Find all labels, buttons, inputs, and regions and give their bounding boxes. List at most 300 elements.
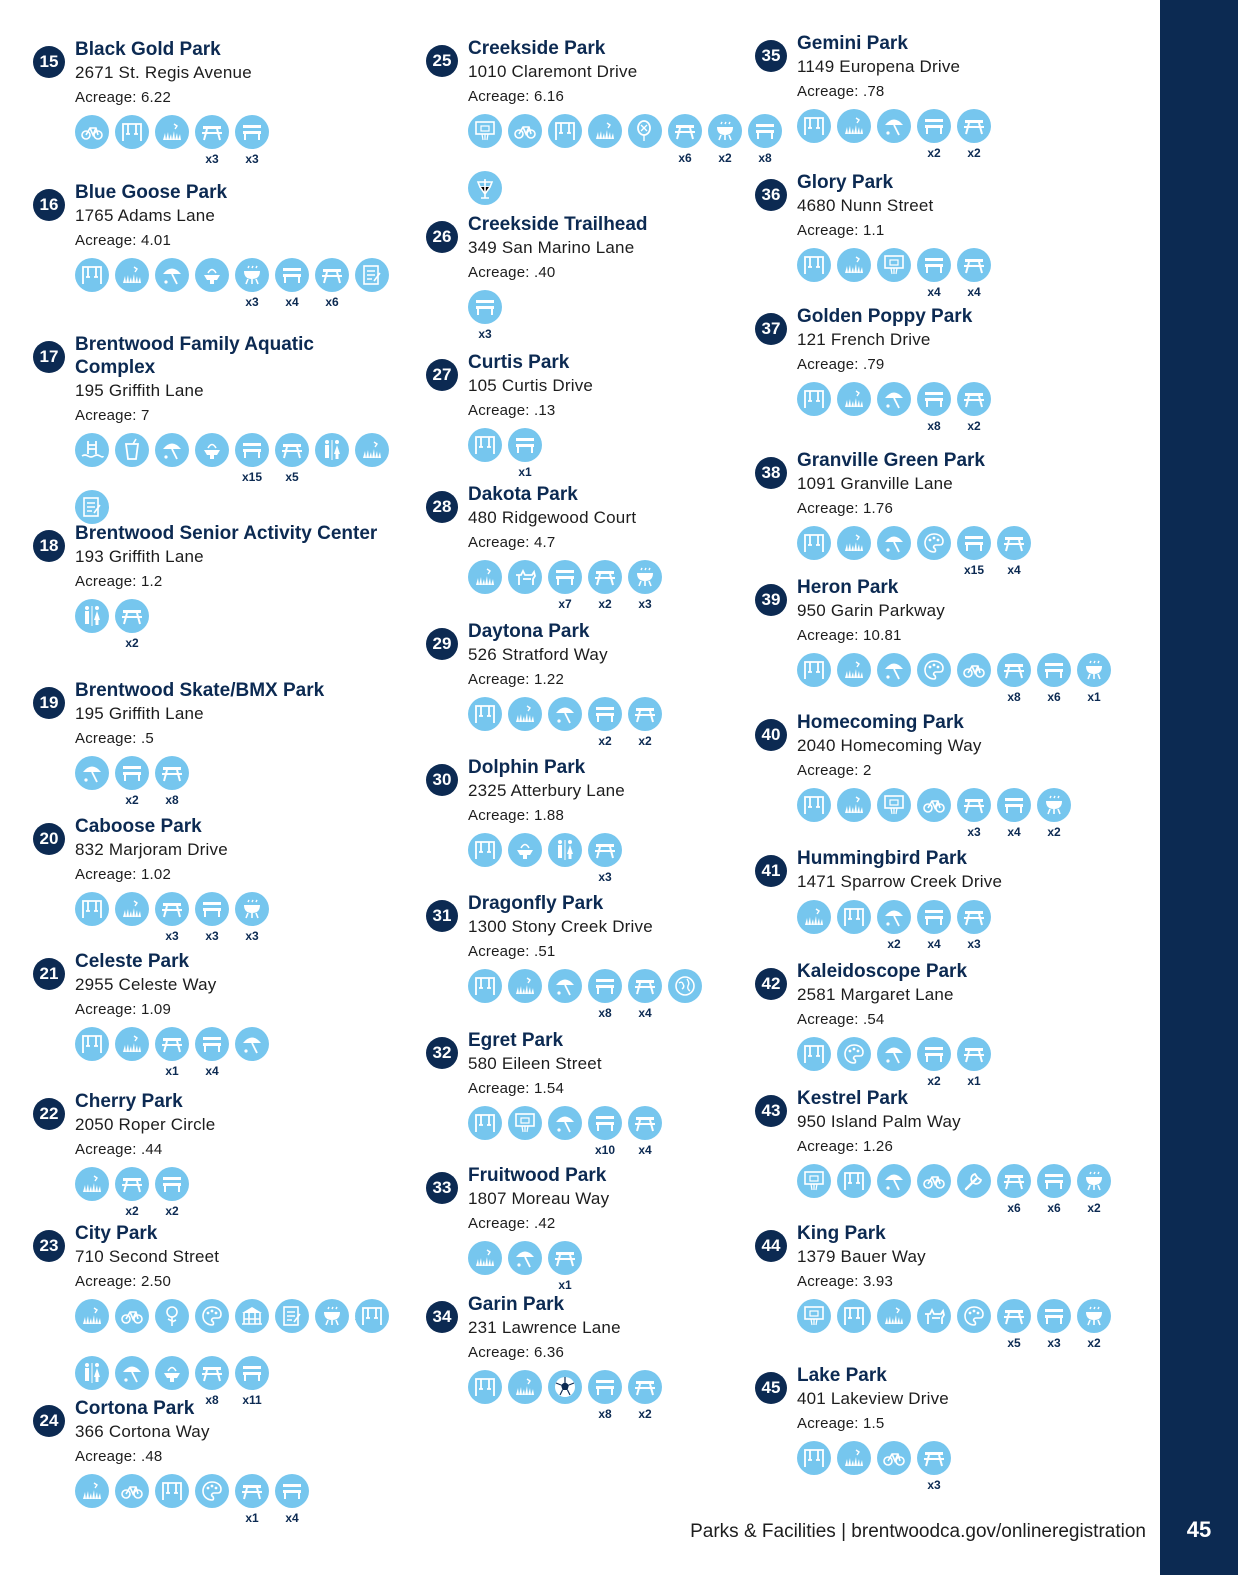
park-address: 2325 Atterbury Lane xyxy=(468,781,625,800)
park-info xyxy=(468,1164,788,1298)
picnic-table-icon xyxy=(997,526,1031,577)
park-name: Kestrel Park xyxy=(797,1088,908,1109)
amenity-count: x2 xyxy=(165,1204,179,1218)
park-info xyxy=(797,711,1117,845)
grass-field-icon xyxy=(877,1299,911,1333)
amenity-count: x1 xyxy=(558,1278,572,1292)
bench-icon xyxy=(588,1370,622,1421)
bike-icon xyxy=(877,1441,911,1475)
park-info xyxy=(75,181,395,315)
park-acreage: Acreage: 7 xyxy=(75,407,150,424)
grass-field-icon xyxy=(837,1441,871,1475)
picnic-table-icon xyxy=(997,1164,1031,1215)
shade-umbrella-icon xyxy=(877,1164,911,1198)
bench-icon xyxy=(588,697,622,748)
amenity-count: x3 xyxy=(245,929,259,943)
park-acreage: Acreage: 10.81 xyxy=(797,627,902,644)
amenity-icons xyxy=(75,1299,405,1413)
park-number-badge: 20 xyxy=(33,823,65,855)
park-name: Dakota Park xyxy=(468,484,578,505)
amenity-icons xyxy=(468,1370,798,1427)
park-address: 2671 St. Regis Avenue xyxy=(75,63,252,82)
amenity-count: x2 xyxy=(1087,1201,1101,1215)
grass-field-icon xyxy=(355,433,389,467)
amenity-icons xyxy=(797,653,1127,710)
park-info xyxy=(468,351,788,485)
bench-icon xyxy=(748,114,782,165)
grass-field-icon xyxy=(155,115,189,149)
park-number-badge: 23 xyxy=(33,1230,65,1262)
bench-icon xyxy=(957,526,991,577)
amenity-count: x8 xyxy=(205,1393,219,1407)
park-number-badge: 36 xyxy=(755,179,787,211)
amenity-count: x3 xyxy=(967,825,981,839)
amenity-icons xyxy=(468,290,798,347)
basketball-icon xyxy=(508,1106,542,1140)
park-name: Brentwood Senior Activity Center xyxy=(75,523,378,544)
park-number-badge: 38 xyxy=(755,457,787,489)
park-info xyxy=(797,1364,1117,1498)
park-info xyxy=(468,1029,788,1163)
amenity-icons xyxy=(75,258,405,315)
amenity-count: x1 xyxy=(967,1074,981,1088)
reservation-icon xyxy=(275,1299,309,1333)
bench-icon xyxy=(1037,1164,1071,1215)
globe-icon xyxy=(668,969,702,1003)
grass-field-icon xyxy=(75,1474,109,1508)
park-info xyxy=(797,847,1117,957)
picnic-table-icon xyxy=(115,599,149,650)
bike-icon xyxy=(917,1164,951,1198)
park-acreage: Acreage: 1.5 xyxy=(797,1415,885,1432)
park-name: Daytona Park xyxy=(468,621,590,642)
park-name: Lake Park xyxy=(797,1365,887,1386)
park-info xyxy=(75,815,395,949)
shade-umbrella-icon xyxy=(548,1106,582,1140)
picnic-table-icon xyxy=(917,1441,951,1492)
playground-icon xyxy=(75,1027,109,1061)
shade-umbrella-icon xyxy=(155,433,189,467)
amenity-count: x4 xyxy=(967,285,981,299)
amenity-count: x3 xyxy=(165,929,179,943)
restroom-icon xyxy=(75,599,109,633)
park-info xyxy=(468,620,788,754)
park-acreage: Acreage: 6.22 xyxy=(75,89,171,106)
amenity-count: x2 xyxy=(638,734,652,748)
playground-icon xyxy=(797,788,831,822)
park-number-badge: 17 xyxy=(33,341,65,373)
amenity-count: x2 xyxy=(967,146,981,160)
amenity-icons xyxy=(468,428,798,485)
shade-umbrella-icon xyxy=(75,756,109,790)
park-number-badge: 27 xyxy=(426,359,458,391)
park-number-badge: 25 xyxy=(426,45,458,77)
park-number-badge: 15 xyxy=(33,46,65,78)
park-acreage: Acreage: 1.22 xyxy=(468,671,564,688)
amenity-icons xyxy=(75,1167,405,1224)
amenity-count: x1 xyxy=(165,1064,179,1078)
park-name: King Park xyxy=(797,1223,886,1244)
amenity-icons xyxy=(75,115,405,172)
amenity-icons xyxy=(75,1474,405,1531)
park-number-badge: 33 xyxy=(426,1172,458,1204)
palette-icon xyxy=(195,1474,229,1508)
amenity-icons xyxy=(468,697,798,754)
amenity-count: x3 xyxy=(245,152,259,166)
picnic-table-icon xyxy=(275,433,309,484)
water-fountain-icon xyxy=(508,833,542,867)
park-name: Dragonfly Park xyxy=(468,893,604,914)
park-acreage: Acreage: 1.54 xyxy=(468,1080,564,1097)
picnic-table-icon xyxy=(195,115,229,166)
playground-icon xyxy=(797,382,831,416)
park-info xyxy=(75,950,395,1084)
bbq-grill-icon xyxy=(235,892,269,943)
picnic-table-icon xyxy=(957,900,991,951)
amenity-count: x2 xyxy=(1087,1336,1101,1350)
playground-icon xyxy=(468,969,502,1003)
grass-field-icon xyxy=(508,697,542,731)
amenity-count: x2 xyxy=(1047,825,1061,839)
park-name: Black Gold Park xyxy=(75,39,221,60)
amenity-count: x4 xyxy=(927,285,941,299)
amenity-icons xyxy=(75,599,405,656)
bench-icon xyxy=(588,969,622,1020)
grass-field-icon xyxy=(75,1299,109,1333)
park-acreage: Acreage: .42 xyxy=(468,1215,556,1232)
picnic-table-icon xyxy=(628,1106,662,1157)
restroom-icon xyxy=(75,1356,109,1390)
bench-icon xyxy=(917,382,951,433)
reservation-icon xyxy=(355,258,389,292)
amenity-count: x4 xyxy=(1007,563,1021,577)
park-address: 1091 Granville Lane xyxy=(797,474,953,493)
amenity-count: x4 xyxy=(285,295,299,309)
amenity-icons xyxy=(797,248,1127,305)
bbq-grill-icon xyxy=(628,560,662,611)
basketball-icon xyxy=(468,114,502,148)
amenity-icons xyxy=(797,1441,1127,1498)
amenity-count: x7 xyxy=(558,597,572,611)
grass-field-icon xyxy=(115,1027,149,1061)
playground-icon xyxy=(355,1299,389,1333)
palette-icon xyxy=(917,653,951,687)
park-acreage: Acreage: .78 xyxy=(797,83,885,100)
picnic-table-icon xyxy=(997,1299,1031,1350)
rose-icon xyxy=(155,1299,189,1333)
park-address: 950 Island Palm Way xyxy=(797,1112,961,1131)
park-info xyxy=(797,305,1117,439)
amenity-icons xyxy=(468,114,798,228)
amenity-icons xyxy=(75,892,405,949)
park-address: 832 Marjoram Drive xyxy=(75,840,228,859)
park-number-badge: 22 xyxy=(33,1098,65,1130)
park-name: Creekside Park xyxy=(468,38,606,59)
bench-icon xyxy=(917,900,951,951)
amenity-count: x2 xyxy=(598,597,612,611)
park-name: Brentwood Skate/BMX Park xyxy=(75,680,325,701)
amenity-count: x8 xyxy=(758,151,772,165)
grass-field-icon xyxy=(837,788,871,822)
grass-field-icon xyxy=(837,526,871,560)
bench-icon xyxy=(917,248,951,299)
park-address: 710 Second Street xyxy=(75,1247,220,1266)
park-acreage: Acreage: 1.02 xyxy=(75,866,171,883)
park-name: Curtis Park xyxy=(468,352,570,373)
playground-icon xyxy=(115,115,149,149)
park-name: Creekside Trailhead xyxy=(468,214,648,235)
park-address: 580 Eileen Street xyxy=(468,1054,602,1073)
park-info xyxy=(75,1222,395,1413)
playground-icon xyxy=(797,653,831,687)
picnic-table-icon xyxy=(548,1241,582,1292)
amenity-count: x2 xyxy=(638,1407,652,1421)
amenity-count: x4 xyxy=(1007,825,1021,839)
amenity-count: x2 xyxy=(718,151,732,165)
footer-text: Parks & Facilities | brentwoodca.gov/onlineregistration xyxy=(690,1521,1146,1542)
park-acreage: Acreage: .51 xyxy=(468,943,556,960)
playground-icon xyxy=(468,1106,502,1140)
bench-icon xyxy=(235,115,269,166)
park-address: 121 French Drive xyxy=(797,330,931,349)
playground-icon xyxy=(468,697,502,731)
bench-icon xyxy=(508,428,542,479)
park-acreage: Acreage: 1.26 xyxy=(797,1138,893,1155)
park-address: 1300 Stony Creek Drive xyxy=(468,917,653,936)
basketball-icon xyxy=(877,248,911,282)
park-address: 2040 Homecoming Way xyxy=(797,736,982,755)
bench-icon xyxy=(548,560,582,611)
shade-umbrella-icon xyxy=(877,109,911,143)
amenity-icons xyxy=(797,1164,1127,1221)
park-name: Brentwood Family Aquatic Complex xyxy=(75,334,314,378)
water-fountain-icon xyxy=(195,433,229,467)
amenity-icons xyxy=(468,1106,798,1163)
park-acreage: Acreage: .54 xyxy=(797,1011,885,1028)
amenity-count: x8 xyxy=(1007,690,1021,704)
park-acreage: Acreage: .5 xyxy=(75,730,154,747)
park-number-badge: 45 xyxy=(755,1372,787,1404)
amenity-count: x2 xyxy=(125,793,139,807)
bbq-grill-icon xyxy=(1077,653,1111,704)
amenity-count: x1 xyxy=(1087,690,1101,704)
amenity-count: x2 xyxy=(967,419,981,433)
amenity-icons xyxy=(797,788,1127,845)
bike-icon xyxy=(75,115,109,149)
park-address: 480 Ridgewood Court xyxy=(468,508,637,527)
park-info xyxy=(468,1293,788,1427)
water-fountain-icon xyxy=(155,1356,189,1390)
park-acreage: Acreage: .44 xyxy=(75,1141,163,1158)
bench-icon xyxy=(917,109,951,160)
playground-icon xyxy=(797,109,831,143)
park-name: City Park xyxy=(75,1223,158,1244)
restroom-icon xyxy=(548,833,582,867)
amenity-count: x4 xyxy=(927,937,941,951)
amenity-count: x8 xyxy=(598,1006,612,1020)
amenity-count: x10 xyxy=(594,1143,616,1157)
amenity-count: x15 xyxy=(241,470,263,484)
amenity-count: x6 xyxy=(325,295,339,309)
amenity-icons xyxy=(75,756,405,813)
park-acreage: Acreage: 1.2 xyxy=(75,573,163,590)
park-address: 105 Curtis Drive xyxy=(468,376,594,395)
picnic-table-icon xyxy=(957,109,991,160)
park-info xyxy=(75,522,395,656)
grass-field-icon xyxy=(115,258,149,292)
shade-umbrella-icon xyxy=(155,258,189,292)
picnic-table-icon xyxy=(957,1037,991,1088)
bbq-grill-icon xyxy=(1037,788,1071,839)
amenity-count: x15 xyxy=(963,563,985,577)
park-info xyxy=(468,892,788,1026)
water-fountain-icon xyxy=(195,258,229,292)
picnic-table-icon xyxy=(957,382,991,433)
amenity-icons xyxy=(468,833,798,890)
amenity-count: x2 xyxy=(927,1074,941,1088)
amenity-count: x8 xyxy=(165,793,179,807)
amenity-count: x8 xyxy=(927,419,941,433)
park-acreage: Acreage: 6.16 xyxy=(468,88,564,105)
pool-icon xyxy=(75,433,109,467)
amenity-count: x3 xyxy=(638,597,652,611)
park-acreage: Acreage: 1.1 xyxy=(797,222,885,239)
shade-umbrella-icon xyxy=(508,1241,542,1275)
playground-icon xyxy=(797,248,831,282)
park-acreage: Acreage: 4.7 xyxy=(468,534,556,551)
dog-park-icon xyxy=(508,560,542,594)
park-number-badge: 24 xyxy=(33,1405,65,1437)
park-address: 1010 Claremont Drive xyxy=(468,62,638,81)
amenity-count: x11 xyxy=(242,1393,262,1407)
park-info xyxy=(75,333,395,547)
amenity-count: x1 xyxy=(245,1511,259,1525)
amenity-icons xyxy=(75,1027,405,1084)
amenity-count: x1 xyxy=(518,465,532,479)
playground-icon xyxy=(837,1299,871,1333)
park-number-badge: 16 xyxy=(33,189,65,221)
playground-icon xyxy=(468,428,502,462)
park-acreage: Acreage: 1.88 xyxy=(468,807,564,824)
grass-field-icon xyxy=(468,560,502,594)
amenity-icons xyxy=(468,560,798,617)
park-number-badge: 18 xyxy=(33,530,65,562)
grass-field-icon xyxy=(837,109,871,143)
picnic-table-icon xyxy=(588,560,622,611)
picnic-table-icon xyxy=(628,1370,662,1421)
park-address: 193 Griffith Lane xyxy=(75,547,204,566)
park-number-badge: 35 xyxy=(755,40,787,72)
bench-icon xyxy=(275,258,309,309)
amenity-count: x5 xyxy=(285,470,299,484)
park-number-badge: 41 xyxy=(755,855,787,887)
park-address: 195 Griffith Lane xyxy=(75,704,204,723)
playground-icon xyxy=(837,1164,871,1198)
amenity-count: x6 xyxy=(1007,1201,1021,1215)
picnic-table-icon xyxy=(315,258,349,309)
playground-icon xyxy=(468,1370,502,1404)
park-address: 231 Lawrence Lane xyxy=(468,1318,621,1337)
palette-icon xyxy=(957,1299,991,1333)
park-number-badge: 29 xyxy=(426,628,458,660)
park-name: Caboose Park xyxy=(75,816,202,837)
amenity-count: x3 xyxy=(598,870,612,884)
amenity-count: x2 xyxy=(125,636,139,650)
amenity-count: x6 xyxy=(678,151,692,165)
park-info xyxy=(797,1087,1117,1221)
park-info xyxy=(75,1397,395,1531)
bbq-grill-icon xyxy=(1077,1164,1111,1215)
grass-field-icon xyxy=(115,892,149,926)
amenity-icons xyxy=(797,526,1127,583)
park-address: 1471 Sparrow Creek Drive xyxy=(797,872,1003,891)
amenity-count: x2 xyxy=(887,937,901,951)
park-info xyxy=(797,1222,1117,1356)
grass-field-icon xyxy=(797,900,831,934)
amenity-count: x3 xyxy=(967,937,981,951)
park-info xyxy=(797,960,1117,1094)
bike-repair-icon xyxy=(957,1164,991,1198)
picnic-table-icon xyxy=(155,756,189,807)
bike-icon xyxy=(917,788,951,822)
bench-icon xyxy=(588,1106,622,1157)
park-info xyxy=(797,171,1117,305)
bench-icon xyxy=(275,1474,309,1525)
grass-field-icon xyxy=(837,382,871,416)
grass-field-icon xyxy=(588,114,622,148)
park-name: Gemini Park xyxy=(797,33,908,54)
park-name: Hummingbird Park xyxy=(797,848,967,869)
picnic-table-icon xyxy=(115,1167,149,1218)
park-name: Garin Park xyxy=(468,1294,565,1315)
amenity-count: x3 xyxy=(1047,1336,1061,1350)
picnic-table-icon xyxy=(628,697,662,748)
park-name: Dolphin Park xyxy=(468,757,586,778)
bench-icon xyxy=(917,1037,951,1088)
park-number-badge: 34 xyxy=(426,1301,458,1333)
playground-icon xyxy=(837,900,871,934)
park-info xyxy=(797,449,1117,583)
park-address: 1807 Moreau Way xyxy=(468,1189,610,1208)
gazebo-icon xyxy=(235,1299,269,1333)
amenity-count: x4 xyxy=(638,1143,652,1157)
amenity-count: x6 xyxy=(1047,690,1061,704)
picnic-table-icon xyxy=(155,1027,189,1078)
amenity-count: x3 xyxy=(927,1478,941,1492)
restroom-icon xyxy=(315,433,349,467)
park-number-badge: 31 xyxy=(426,900,458,932)
amenity-count: x2 xyxy=(598,734,612,748)
park-info xyxy=(468,756,788,890)
amenity-icons xyxy=(797,900,1127,957)
park-number-badge: 43 xyxy=(755,1095,787,1127)
drink-icon xyxy=(115,433,149,467)
amenity-count: x2 xyxy=(125,1204,139,1218)
park-address: 2955 Celeste Way xyxy=(75,975,217,994)
park-number-badge: 21 xyxy=(33,958,65,990)
park-acreage: Acreage: 1.76 xyxy=(797,500,893,517)
grass-field-icon xyxy=(468,1241,502,1275)
bench-icon xyxy=(1037,653,1071,704)
bbq-grill-icon xyxy=(708,114,742,165)
park-name: Cherry Park xyxy=(75,1091,183,1112)
bench-icon xyxy=(997,788,1031,839)
picnic-table-icon xyxy=(155,892,189,943)
park-name: Golden Poppy Park xyxy=(797,306,973,327)
amenity-count: x5 xyxy=(1007,1336,1021,1350)
bbq-grill-icon xyxy=(235,258,269,309)
grass-field-icon xyxy=(837,248,871,282)
